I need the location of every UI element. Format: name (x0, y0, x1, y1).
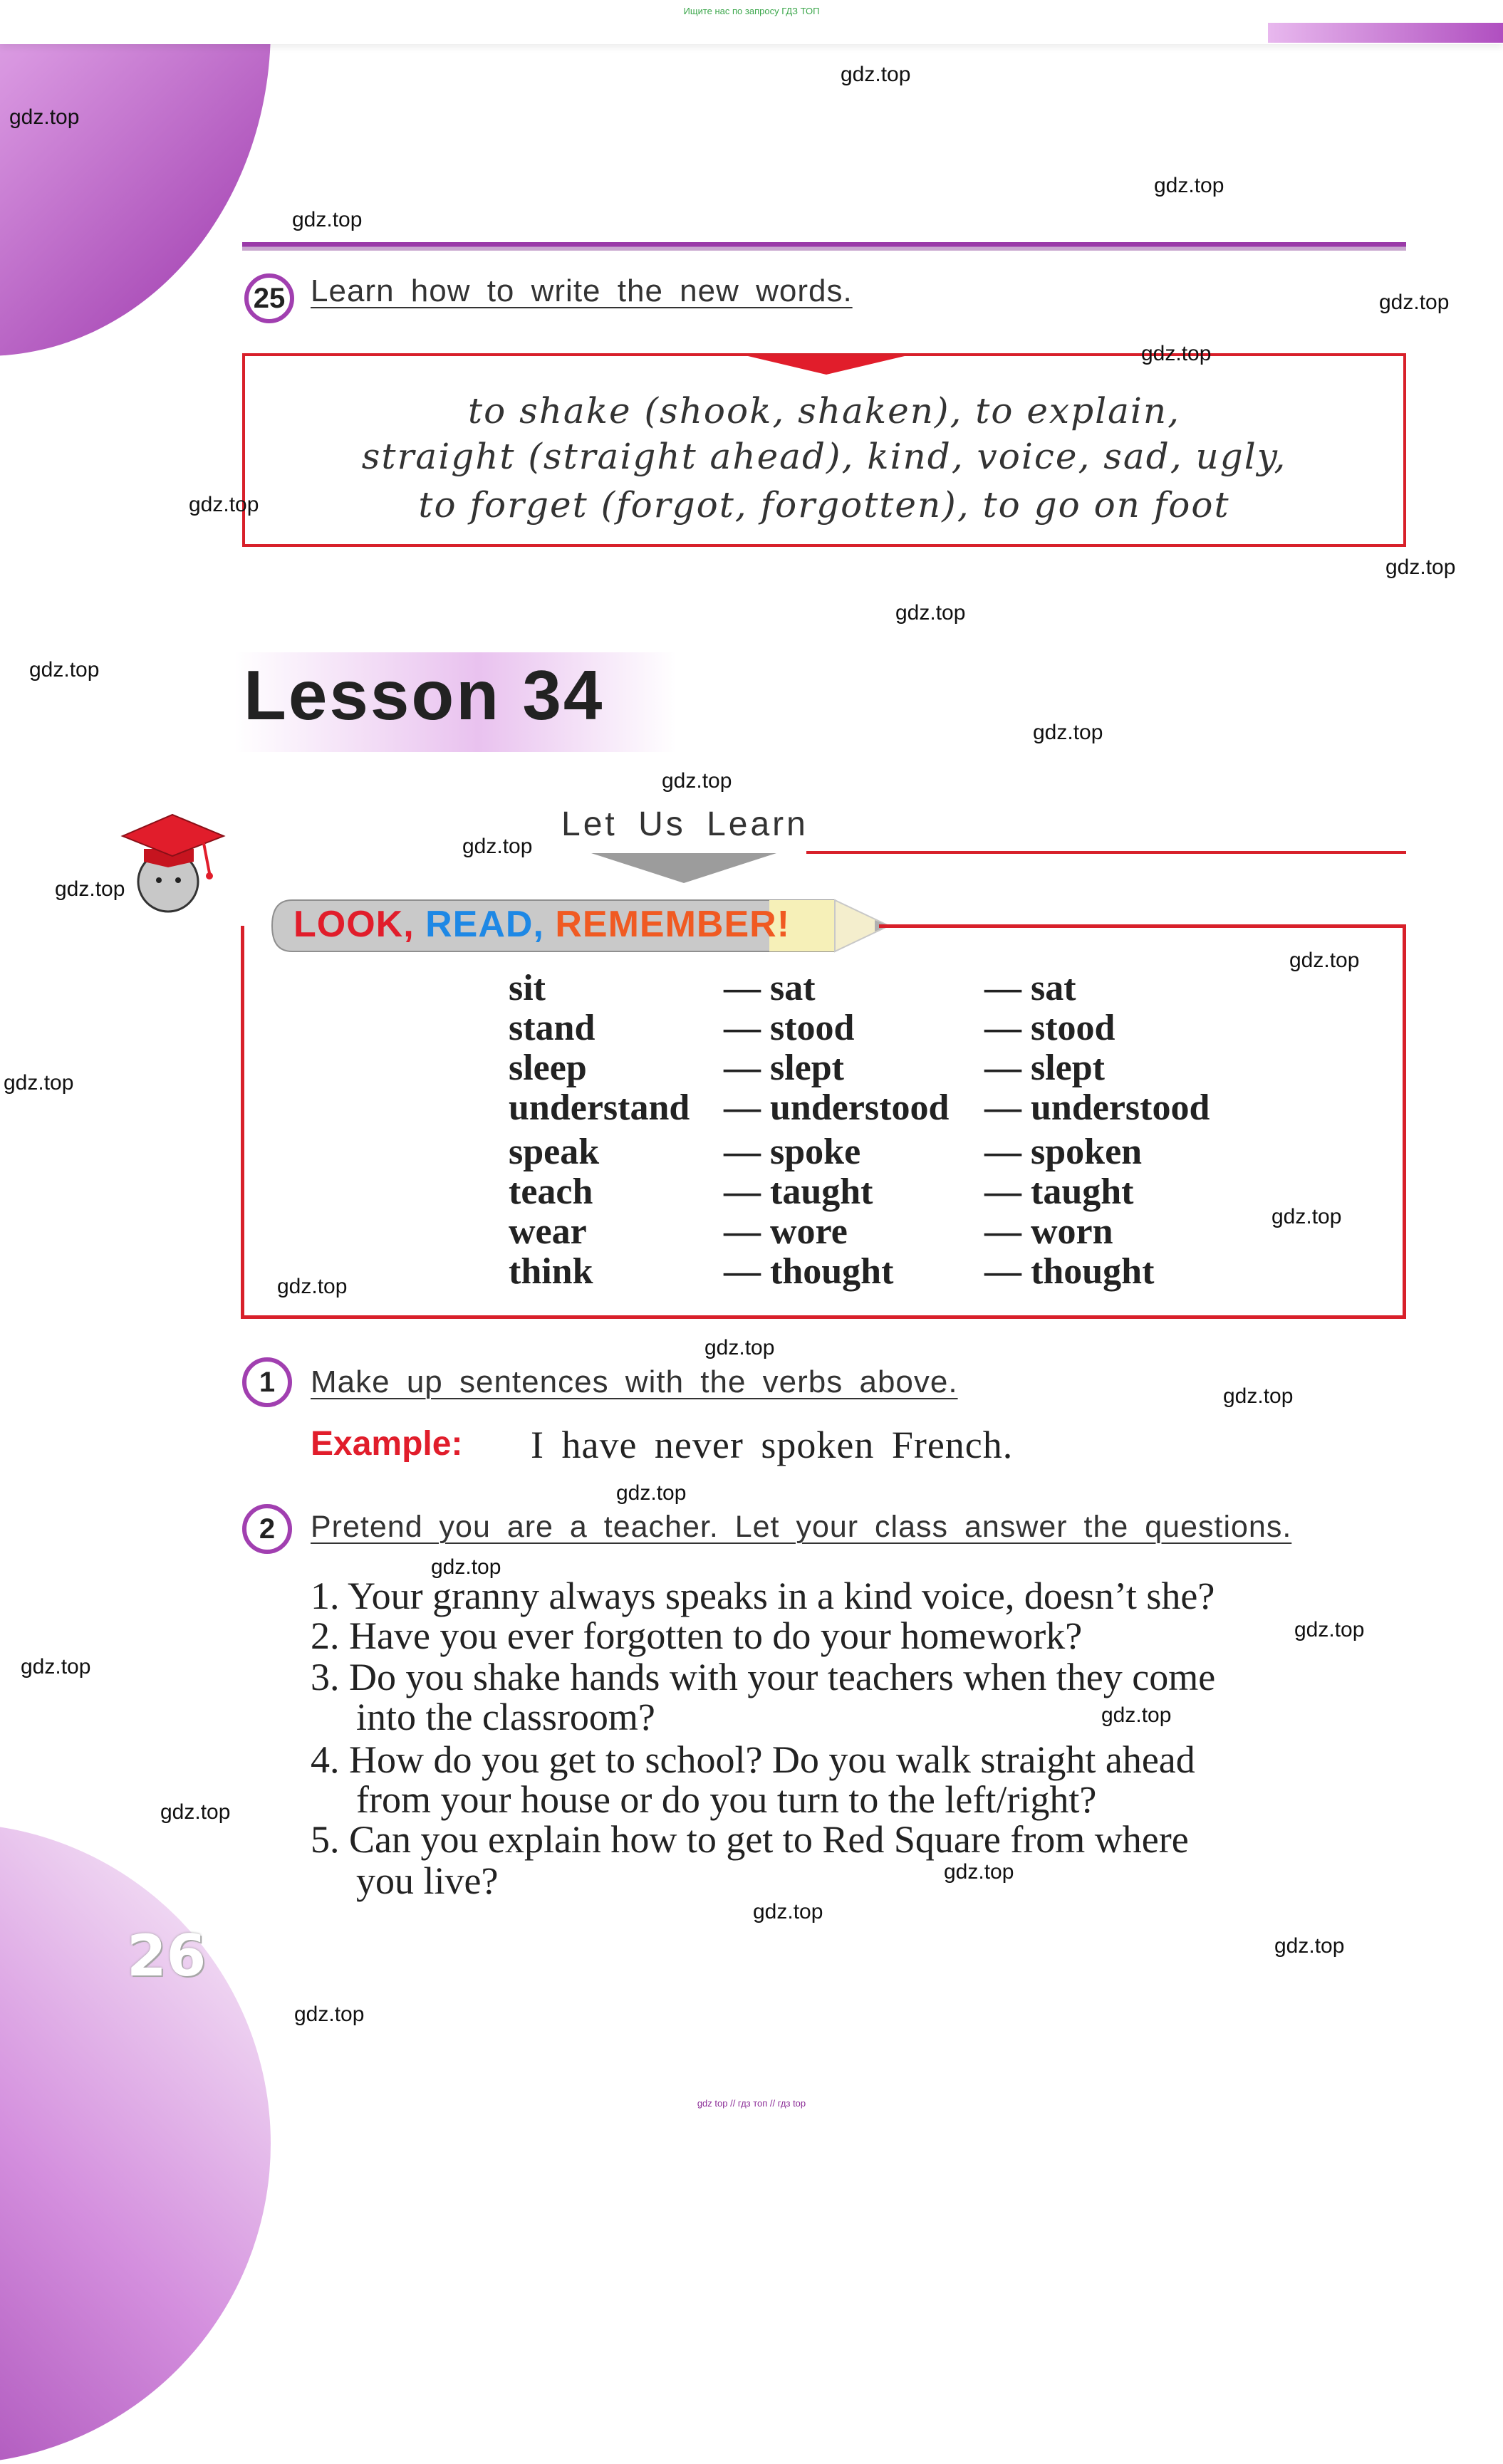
graduation-cap-icon (120, 810, 227, 917)
look-word: LOOK, (293, 904, 415, 945)
watermark: gdz.top (4, 1071, 74, 1095)
top-banner-accent (1268, 23, 1503, 43)
verb-past: — slept (724, 1048, 844, 1088)
task-title: Pretend you are a teacher. Let your class answer the questions. (311, 1510, 1292, 1544)
verb-base: understand (509, 1087, 690, 1128)
watermark: gdz.top (704, 1336, 775, 1359)
watermark: gdz.top (1274, 1934, 1345, 1958)
pointer-triangle (748, 356, 905, 375)
watermark: gdz.top (1271, 1205, 1342, 1228)
verb-participle: — taught (984, 1171, 1134, 1212)
watermark: gdz.top (431, 1555, 501, 1579)
verb-base: speak (509, 1132, 600, 1172)
watermark: gdz.top (895, 601, 966, 625)
watermark: gdz.top (29, 658, 100, 682)
section-heading: Let Us Learn (561, 805, 808, 843)
heading-pointer-triangle (591, 853, 776, 883)
decorative-circle-bottom (0, 1823, 271, 2464)
question-line: 1. Your granny always speaks in a kind voice, doesn’t she? (311, 1575, 1215, 1617)
watermark: gdz.top (1379, 291, 1450, 314)
verb-past: — spoke (724, 1132, 861, 1172)
read-word: READ, (425, 904, 544, 945)
verb-past: — taught (724, 1171, 873, 1212)
new-words-line: straight (straight ahead), kind, voice, sad, ugly, (361, 436, 1287, 477)
watermark: gdz.top (1289, 949, 1360, 972)
verb-base: wear (509, 1211, 587, 1252)
verb-past: — stood (724, 1008, 855, 1048)
watermark: gdz.top (21, 1655, 91, 1679)
verb-participle: — sat (984, 968, 1076, 1008)
question-line: 5. Can you explain how to get to Red Square from where (311, 1818, 1189, 1861)
watermark: gdz.top (292, 208, 363, 231)
verb-participle: — slept (984, 1048, 1105, 1088)
example-sentence: I have never spoken French. (531, 1424, 1014, 1466)
question-line: 2. Have you ever forgotten to do your homework? (311, 1614, 1083, 1657)
verb-base: stand (509, 1008, 596, 1048)
watermark: gdz.top (55, 877, 125, 901)
verb-past-column (724, 969, 949, 1292)
watermark: gdz.top (616, 1481, 687, 1505)
new-words-line: to forget (forgot, forgotten), to go on foot (418, 484, 1230, 526)
watermark: gdz.top (189, 493, 259, 516)
top-banner-text[interactable]: Ищите нас по запросу ГДЗ ТОП (683, 6, 820, 16)
verb-past: — wore (724, 1211, 848, 1252)
task-title: Learn how to write the new words. (311, 273, 853, 308)
watermark: gdz.top (662, 769, 732, 793)
task-number-badge: 2 (242, 1504, 292, 1554)
new-words-line: to shake (shook, shaken), to explain, (467, 390, 1181, 432)
verb-participle: — worn (984, 1211, 1113, 1252)
verb-base: sit (509, 968, 546, 1008)
verb-participle: — spoken (984, 1132, 1143, 1172)
verb-past: — thought (724, 1251, 894, 1292)
task-number-badge: 1 (242, 1357, 292, 1407)
verb-participle-column (984, 969, 1210, 1292)
bottom-banner-text[interactable]: gdz top // гдз топ // гдз top (697, 2098, 806, 2109)
watermark: gdz.top (277, 1275, 348, 1298)
verb-base: teach (509, 1171, 593, 1212)
watermark: gdz.top (1294, 1618, 1365, 1641)
watermark: gdz.top (753, 1900, 823, 1923)
watermark: gdz.top (160, 1800, 231, 1824)
watermark: gdz.top (1154, 174, 1224, 197)
verb-base: think (509, 1251, 593, 1292)
heading-underline (806, 851, 1406, 854)
verb-base-column (509, 969, 690, 1292)
verb-participle: — understood (984, 1087, 1210, 1128)
task-title: Make up sentences with the verbs above. (311, 1364, 958, 1399)
lesson-title: Lesson 34 (244, 656, 605, 734)
question-line: 4. How do you get to school? Do you walk straight ahead (311, 1738, 1195, 1781)
watermark: gdz.top (841, 63, 911, 86)
section-divider (242, 242, 1406, 251)
question-line: you live? (356, 1859, 499, 1902)
question-line: into the classroom? (356, 1696, 655, 1738)
question-line: from your house or do you turn to the left/right? (356, 1778, 1097, 1821)
watermark: gdz.top (1033, 721, 1103, 744)
watermark: gdz.top (944, 1860, 1014, 1884)
verb-participle: — stood (984, 1008, 1115, 1048)
page-number: 26 (127, 1923, 207, 1989)
watermark: gdz.top (1223, 1384, 1294, 1408)
watermark: gdz.top (1141, 342, 1212, 365)
watermark: gdz.top (294, 2003, 365, 2026)
verb-past: — sat (724, 968, 816, 1008)
remember-word: REMEMBER! (555, 904, 791, 945)
watermark: gdz.top (9, 105, 80, 129)
watermark: gdz.top (1385, 555, 1456, 579)
decorative-circle-top (0, 0, 271, 356)
watermark: gdz.top (1101, 1703, 1172, 1727)
verb-past: — understood (724, 1087, 950, 1128)
example-label: Example: (311, 1425, 463, 1463)
verb-base: sleep (509, 1048, 587, 1088)
watermark: gdz.top (462, 835, 533, 858)
task-number-badge: 25 (244, 273, 294, 323)
verb-participle: — thought (984, 1251, 1155, 1292)
question-line: 3. Do you shake hands with your teachers when they come (311, 1656, 1216, 1698)
